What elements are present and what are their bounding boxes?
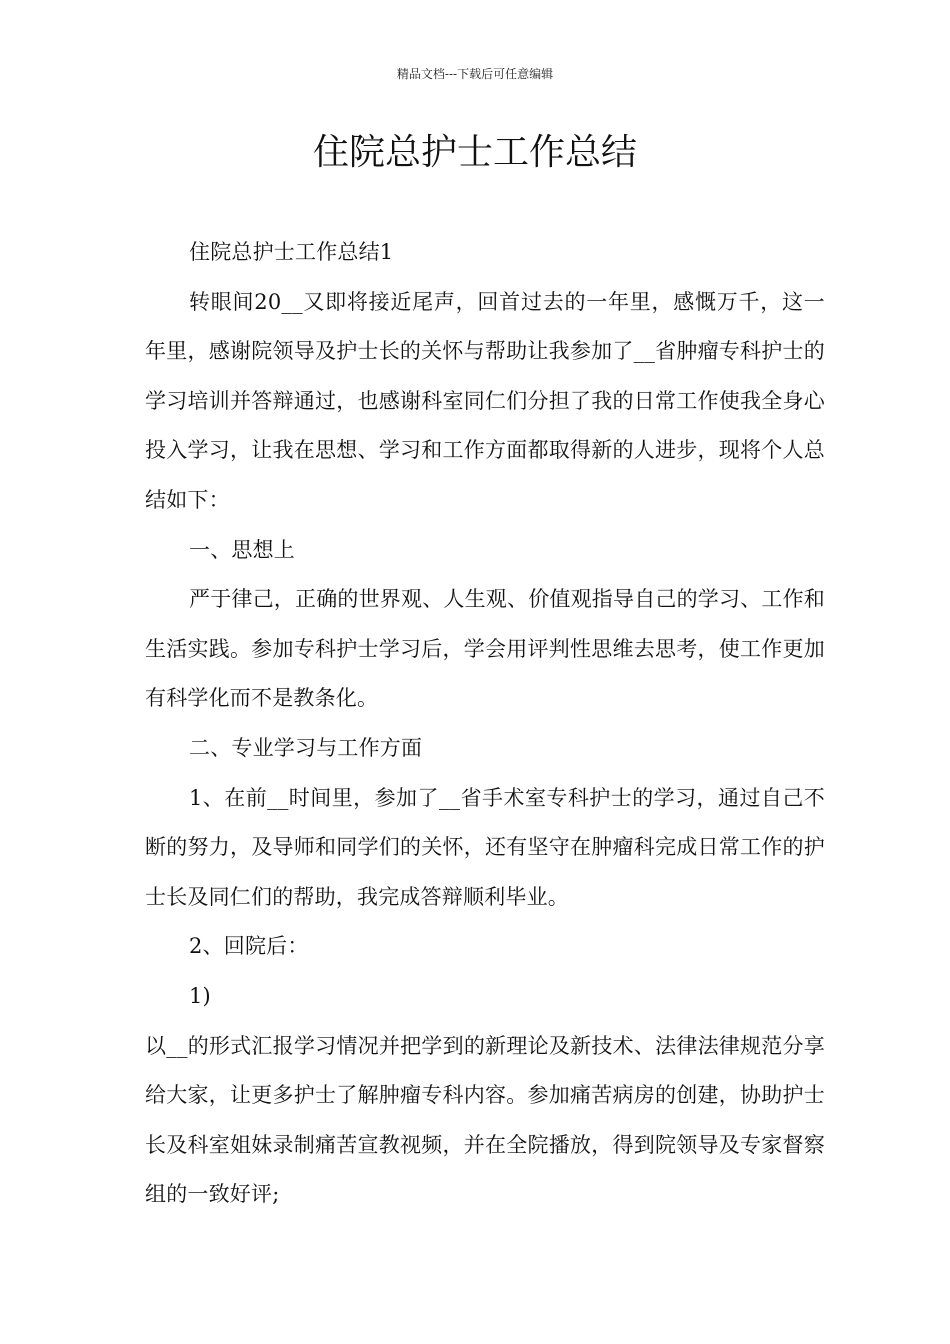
study-paragraph-1: 1、在前__时间里，参加了__省手术室专科护士的学习，通过自己不断的努力，及导师和同学们的关怀，还有坚守在肿瘤科完成日常工作的护士长及同仁们的帮助，我完成答辩顺利毕业。 <box>145 785 825 909</box>
document-title: 住院总护士工作总结 <box>312 132 637 173</box>
document-body <box>145 228 825 1220</box>
report-paragraph: 以__的形式汇报学习情况并把学到的新理论及新技术、法律法律规范分享给大家，让更多护士了解肿瘤专科内容。参加痛苦病房的创建，协助护士长及科室姐妹录制痛苦宣教视频，并在全院播放，得到院领导及专家督察组的一致好评; <box>145 1033 825 1207</box>
thought-paragraph: 严于律己，正确的世界观、人生观、价值观指导自己的学习、工作和生活实践。参加专科护士学习后，学会用评判性思维去思考，使工作更加有科学化而不是教条化。 <box>145 587 825 711</box>
header-note: 精品文档---下载后可任意编辑 <box>396 67 554 81</box>
study-item-2: 2、回院后： <box>189 934 309 959</box>
section-subtitle: 住院总护士工作总结1 <box>189 240 394 264</box>
heading-thought: 一、思想上 <box>189 537 295 562</box>
heading-study-work: 二、专业学习与工作方面 <box>189 735 423 760</box>
intro-paragraph: 转眼间20__又即将接近尾声，回首过去的一年里，感慨万千，这一年里，感谢院领导及护士长的关怀与帮助让我参加了__省肿瘤专科护士的学习培训并答辩通过，也感谢科室同仁们分担了我的日常工作使我全身心投入学习，让我在思想、学习和工作方面都取得新的人进步，现将个人总结如下： <box>145 289 825 512</box>
list-marker-1: 1) <box>189 983 211 1008</box>
